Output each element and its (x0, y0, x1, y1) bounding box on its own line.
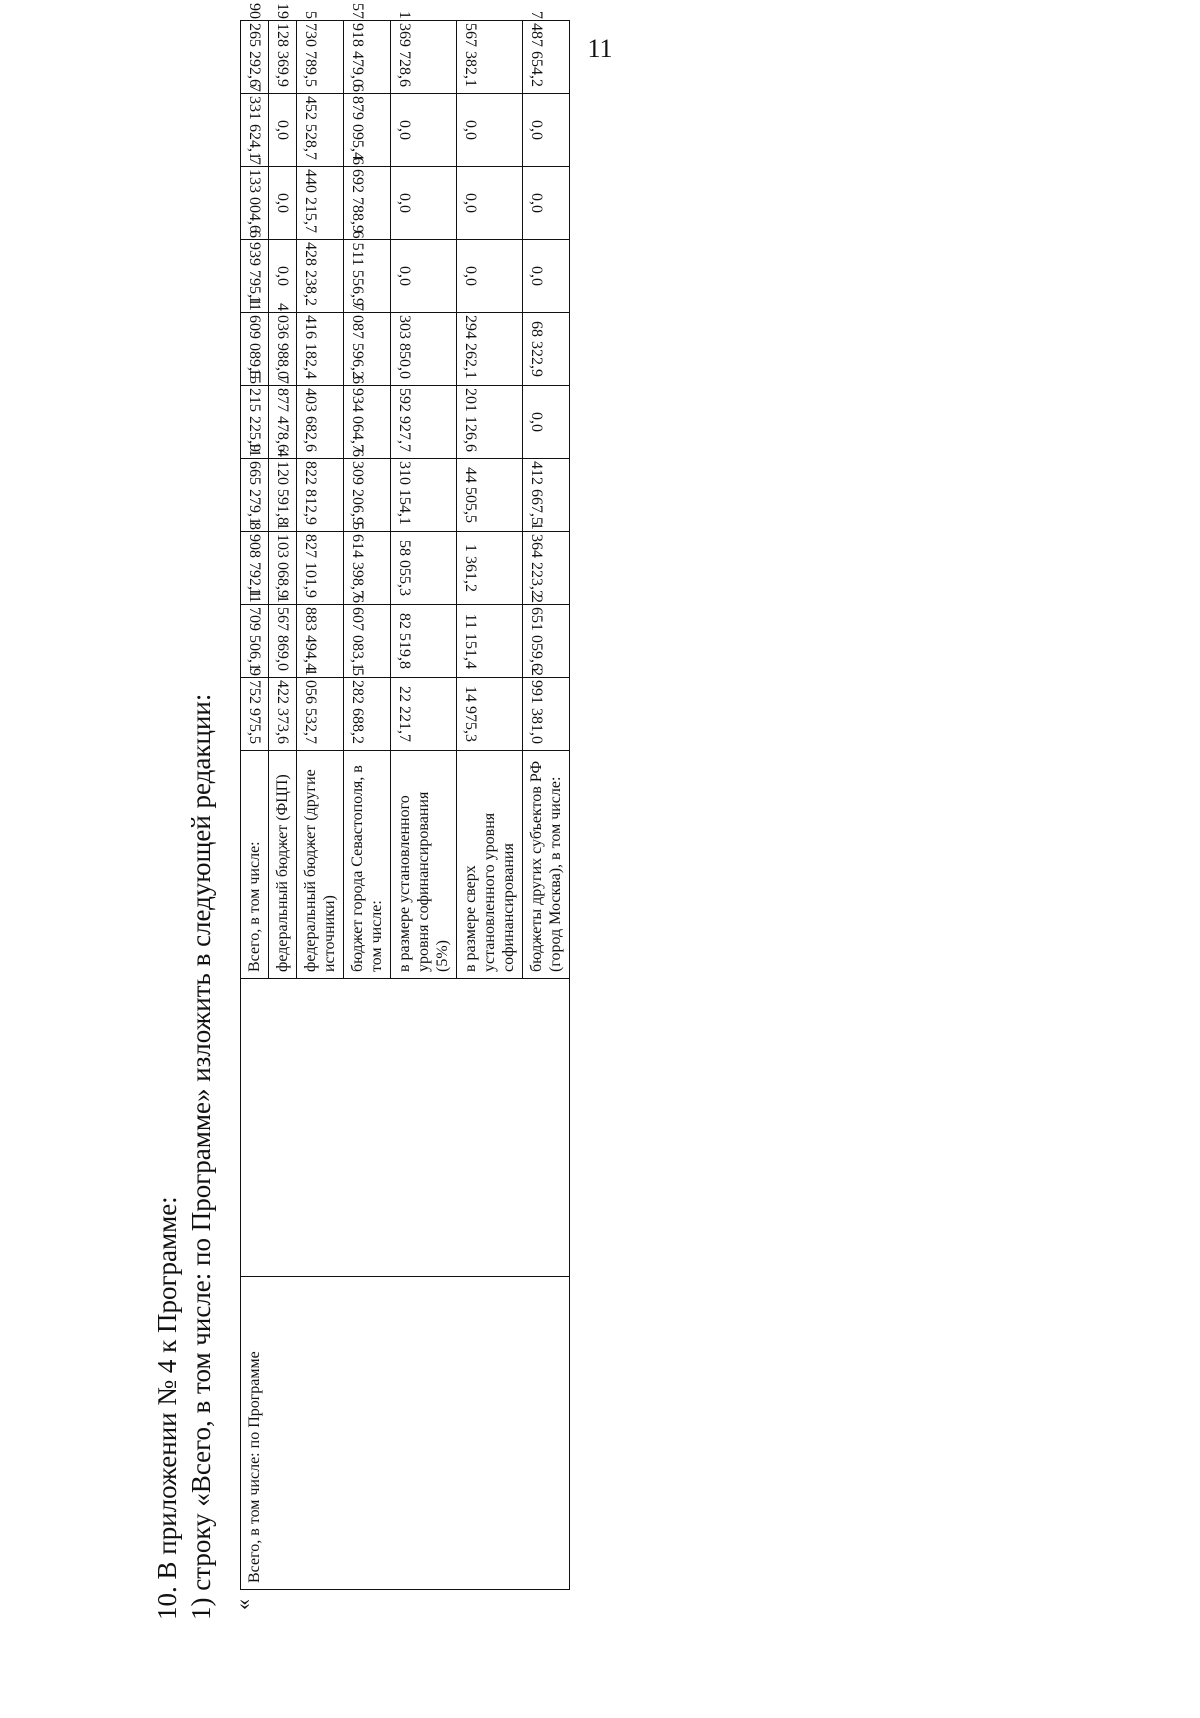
value-text: 6 939 795,1 (246, 230, 263, 306)
value-text: 416 182,4 (302, 315, 319, 379)
value-text: 1 567 869,0 (274, 595, 291, 671)
value-cell (523, 11, 570, 94)
value-cell (391, 678, 457, 751)
value-text: 6 309 206,9 (349, 449, 366, 525)
funding-source-label: в размере установленного уровня софинансирования (5%) (391, 751, 457, 979)
value-text: 7 087 596,2 (349, 303, 366, 379)
value-text: 11 709 506,1 (246, 587, 263, 671)
value-cell (241, 157, 269, 240)
value-cell (241, 587, 269, 678)
value-text: 822 812,9 (302, 461, 319, 525)
value-text: 7 133 004,6 (246, 157, 263, 233)
value-text: 4 120 591,8 (274, 449, 291, 525)
value-cell (344, 522, 391, 605)
value-text: 9 752 975,5 (246, 668, 263, 744)
funding-source-label: федеральный бюджет (ФЦП) (269, 751, 297, 979)
value-cell (241, 84, 269, 167)
value-text: 44 505,5 (462, 467, 479, 523)
value-text: 5 730 789,5 (302, 11, 319, 87)
value-cell (344, 595, 391, 678)
value-text: 8 908 792,1 (246, 522, 263, 598)
value-text: 0,0 (396, 193, 413, 213)
value-cell (457, 459, 523, 532)
value-cell (344, 3, 391, 94)
value-cell (391, 94, 457, 167)
value-cell (269, 3, 297, 94)
funding-source-label: Всего, в том числе: (241, 751, 269, 979)
value-text: 2 651 059,6 (528, 595, 545, 671)
value-cell (523, 94, 570, 167)
value-text: 2 991 381,0 (528, 668, 545, 744)
funding-source-label: федеральный бюджет (другие источники) (297, 751, 344, 979)
value-cell (269, 449, 297, 532)
value-text: 0,0 (462, 120, 479, 140)
value-cell (269, 522, 297, 605)
value-cell (391, 167, 457, 240)
value-cell (269, 376, 297, 459)
value-cell (241, 441, 269, 532)
value-cell (523, 240, 570, 313)
value-cell (297, 313, 344, 386)
intro-line-2: 1) строку «Всего, в том числе: по Программе» изложить в следующей редакции: (186, 693, 216, 1620)
value-text: 412 667,5 (528, 461, 545, 525)
value-cell (344, 157, 391, 240)
value-cell (269, 240, 297, 313)
value-text: 440 215,7 (302, 169, 319, 233)
value-text: 1 364 223,2 (528, 522, 545, 598)
value-cell (391, 459, 457, 532)
value-cell (297, 605, 344, 678)
value-text: 15 215 225,9 (246, 368, 263, 452)
value-text: 6 879 095,4 (349, 84, 366, 160)
value-text: 22 221,7 (396, 686, 413, 742)
value-cell (391, 605, 457, 678)
value-text: 0,0 (274, 193, 291, 213)
table-row (241, 21, 269, 1590)
value-cell (457, 532, 523, 605)
value-cell (523, 386, 570, 459)
value-text: 0,0 (274, 266, 291, 286)
empty-cell (241, 979, 570, 1277)
value-cell (523, 668, 570, 751)
value-cell (523, 313, 570, 386)
budget-table (240, 3, 570, 1590)
value-text: 90 265 292,6 (246, 3, 263, 87)
value-cell (457, 21, 523, 94)
value-text: 58 055,3 (396, 540, 413, 596)
value-text: 19 128 369,9 (274, 3, 291, 87)
value-text: 0,0 (528, 120, 545, 140)
opening-quote: « (230, 1599, 255, 1610)
value-cell (241, 3, 269, 94)
value-cell (241, 368, 269, 459)
value-text: 7 487 654,2 (528, 11, 545, 87)
value-text: 428 238,2 (302, 242, 319, 306)
value-cell (457, 94, 523, 167)
value-cell (523, 167, 570, 240)
value-cell (241, 668, 269, 751)
value-text: 68 322,9 (528, 321, 545, 377)
value-text: 0,0 (396, 266, 413, 286)
value-cell (297, 167, 344, 240)
value-text: 0,0 (528, 266, 545, 286)
value-text: 422 373,6 (274, 680, 291, 744)
value-text: 883 494,4 (302, 607, 319, 671)
value-cell (457, 240, 523, 313)
value-cell (391, 11, 457, 94)
amendment-intro (150, 80, 218, 1620)
value-cell (344, 303, 391, 386)
value-text: 7 331 624,1 (246, 84, 263, 160)
value-cell (241, 522, 269, 605)
value-cell (457, 678, 523, 751)
value-cell (241, 295, 269, 386)
value-text: 403 682,6 (302, 388, 319, 452)
value-text: 1 056 532,7 (302, 668, 319, 744)
value-text: 310 154,1 (396, 461, 413, 525)
value-text: 57 918 479,0 (349, 3, 366, 87)
value-cell (391, 532, 457, 605)
value-text: 7 877 478,6 (274, 376, 291, 452)
value-text: 567 382,1 (462, 23, 479, 87)
value-cell (269, 167, 297, 240)
value-cell (344, 84, 391, 167)
value-cell (391, 313, 457, 386)
value-cell (457, 313, 523, 386)
rotated-content (150, 3, 1050, 1620)
value-text: 1 369 728,6 (396, 11, 413, 87)
value-text: 6 934 064,7 (349, 376, 366, 452)
value-text: 201 126,6 (462, 388, 479, 452)
value-cell (344, 376, 391, 459)
value-cell (269, 678, 297, 751)
value-text: 14 975,3 (462, 686, 479, 742)
value-text: 82 519,8 (396, 613, 413, 669)
value-cell (241, 230, 269, 313)
page-number: 11 (587, 34, 613, 63)
value-text: 0,0 (462, 193, 479, 213)
row-title-cell: Всего, в том числе: по Программе (241, 1277, 570, 1590)
value-text: 452 528,7 (302, 96, 319, 160)
value-cell (269, 94, 297, 167)
value-text: 592 927,7 (396, 388, 413, 452)
value-cell (344, 449, 391, 532)
intro-line-1: 10. В приложении № 4 к Программе: (152, 1196, 182, 1620)
value-cell (297, 240, 344, 313)
value-cell (457, 605, 523, 678)
funding-source-label: бюджеты других субъектов РФ (город Москва), в том числе: (523, 751, 570, 979)
value-text: 6 607 083,1 (349, 595, 366, 671)
value-cell (523, 459, 570, 532)
value-cell (297, 94, 344, 167)
value-text: 11 665 279,1 (246, 441, 263, 525)
value-cell (269, 303, 297, 386)
value-text: 0,0 (274, 120, 291, 140)
value-text: 294 262,1 (462, 315, 479, 379)
value-cell (297, 386, 344, 459)
value-text: 303 850,0 (396, 315, 413, 379)
value-cell (297, 532, 344, 605)
funding-source-label: бюджет города Севастополя, в том числе: (344, 751, 391, 979)
value-text: 1 361,2 (462, 544, 479, 592)
value-text: 0,0 (528, 412, 545, 432)
value-cell (523, 522, 570, 605)
value-text: 5 614 398,7 (349, 522, 366, 598)
value-cell (457, 386, 523, 459)
value-cell (457, 167, 523, 240)
value-cell (523, 595, 570, 678)
value-text: 5 282 688,2 (349, 668, 366, 744)
value-cell (297, 11, 344, 94)
value-text: 4 036 988,0 (274, 303, 291, 379)
value-text: 827 101,9 (302, 534, 319, 598)
value-cell (344, 230, 391, 313)
value-text: 0,0 (396, 120, 413, 140)
value-cell (269, 595, 297, 678)
value-text: 6 511 556,9 (349, 230, 366, 306)
value-text: 11 609 089,5 (246, 295, 263, 379)
value-text: 0,0 (528, 193, 545, 213)
value-cell (391, 386, 457, 459)
value-text: 6 692 788,9 (349, 157, 366, 233)
value-cell (344, 668, 391, 751)
value-cell (297, 459, 344, 532)
value-text: 11 151,4 (462, 613, 479, 669)
value-cell (391, 240, 457, 313)
value-text: 0,0 (462, 266, 479, 286)
value-text: 1 103 068,9 (274, 522, 291, 598)
value-cell (297, 668, 344, 751)
funding-source-label: в размере сверх установленного уровня софинансирования (457, 751, 523, 979)
